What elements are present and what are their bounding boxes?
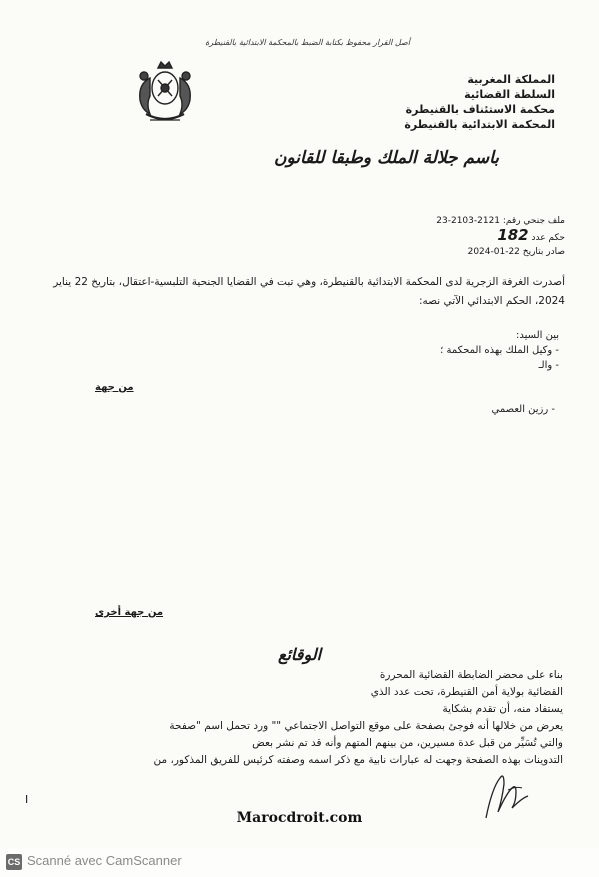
facts-line: يستفاد منه، أن تقدم بشكاية [442,703,563,715]
kingdom-line: محكمة الاستئناف بالقنيطرة [405,103,555,116]
kingdom-header [335,72,555,132]
facts-line: التدوينات بهذه الصفحة وجهت له عبارات نابية مع ذكر اسمه وصفته كرئيس للفريق المذكور، من [153,754,563,766]
archive-note: أصل القرار محفوظ بكتابة الضبط بالمحكمة الابتدائية بالقنيطرة [205,38,410,47]
facts-line: بناء على محضر الضابطة القضائية المحررة [379,669,563,681]
royal-invocation: باسم جلالة الملك وطبقا للقانون [273,148,499,168]
facts-paragraph [23,667,563,769]
facts-heading: الوقائع [277,645,322,664]
accused-name: - رزين العصمي [491,404,555,415]
judgment-number: 182 [497,226,529,244]
kingdom-line: المحكمة الابتدائية بالقنيطرة [404,118,555,131]
from-side-label: من جهة [95,382,134,393]
margin-mark: I [25,793,29,806]
judgment-label: حكم عدد [531,233,565,243]
intro-paragraph: أصدرت الغرفة الزجرية لدى المحكمة الابتدائية بالقنيطرة، وهي تبت في القضايا الجنحية التلبسية-اعتقال، بتاريخ 22 يناير 2024، الحكم الابتدائي الآتي نصه: [53,276,565,307]
party-second: - والـ [538,360,559,371]
camscanner-label: Scanné avec CamScanner [27,853,182,868]
kingdom-line: السلطة القضائية [464,88,555,101]
camscanner-logo-icon: CS [6,854,22,870]
judgment-date: صادر بتاريخ 22-01-2024 [467,247,565,257]
judgment-number-line [405,228,565,245]
parties-block [199,328,559,373]
file-number: ملف جنحي رقم: 2121-2103-23 [436,216,565,226]
file-info [405,214,565,259]
from-other-side-label: من جهة أخرى [95,607,164,618]
party-prosecutor: - وكيل الملك بهذه المحكمة ؛ [440,345,559,356]
between-label: بين السيد: [516,330,559,341]
facts-line: والتي تُسَيِّر من قبل عدة مسيرين، من بينهم المتهم وأنه قد تم نشر بعض [252,737,563,749]
kingdom-line: المملكة المغربية [467,73,555,86]
site-watermark: Marocdroit.com [236,810,363,826]
facts-line: يعرض من خلالها أنه فوجئ بصفحة على موقع التواصل الاجتماعي "" ورد تحمل اسم "صفحة [169,720,563,732]
facts-line: القضائية بولاية أمن القنيطرة، تحت عدد الذي [370,686,563,698]
royal-emblem-icon [128,58,202,130]
